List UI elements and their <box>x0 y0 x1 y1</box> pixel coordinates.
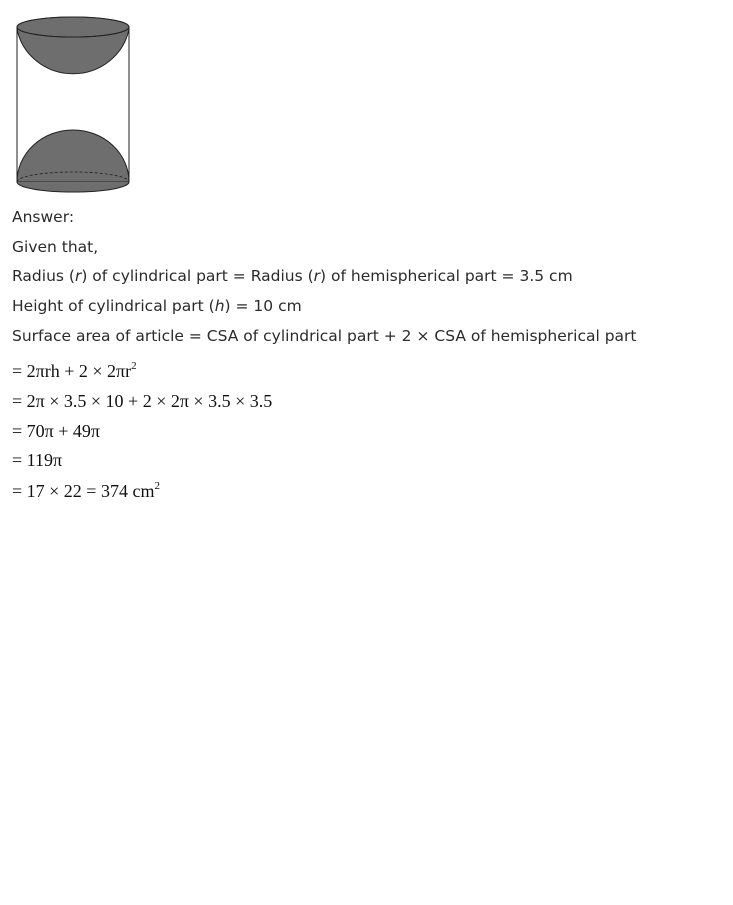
radius-text-1: Radius ( <box>12 267 75 285</box>
math-step-4 <box>12 449 62 471</box>
cylinder-with-hemispheres-figure <box>10 12 136 200</box>
math-step-5 <box>12 480 160 502</box>
math-step-5-exponent: 2 <box>154 480 160 492</box>
height-statement <box>12 296 302 316</box>
math-step-1-exponent: 2 <box>131 360 137 372</box>
radius-statement <box>12 266 573 286</box>
height-var: h <box>214 297 225 315</box>
math-step-1-text: = 2πrh + 2 × 2πr <box>12 361 132 381</box>
answer-heading: Answer: <box>12 208 75 226</box>
math-step-2 <box>12 390 272 412</box>
math-step-3 <box>12 420 100 442</box>
radius-text-2: ) of cylindrical part = Radius ( <box>81 267 314 285</box>
radius-var-2: r <box>313 267 321 285</box>
surface-area-statement: Surface area of article = CSA of cylindrical part + 2 × CSA of hemispherical part <box>12 327 637 345</box>
height-text-1: Height of cylindrical part ( <box>12 297 215 315</box>
bottom-base-front <box>17 182 129 192</box>
math-step-5-text: = 17 × 22 = 374 cm <box>12 481 155 501</box>
given-text: Given that, <box>12 238 99 256</box>
math-step-4-text: = 119π <box>12 450 63 470</box>
radius-var-1: r <box>74 267 82 285</box>
math-step-3-text: = 70π + 49π <box>12 421 100 441</box>
radius-text-3: ) of hemispherical part = 3.5 cm <box>320 267 573 285</box>
height-text-2: ) = 10 cm <box>224 297 302 315</box>
math-step-2-text: = 2π × 3.5 × 10 + 2 × 2π × 3.5 × 3.5 <box>12 391 273 411</box>
bottom-hemisphere <box>17 130 129 182</box>
math-step-1 <box>12 360 137 382</box>
